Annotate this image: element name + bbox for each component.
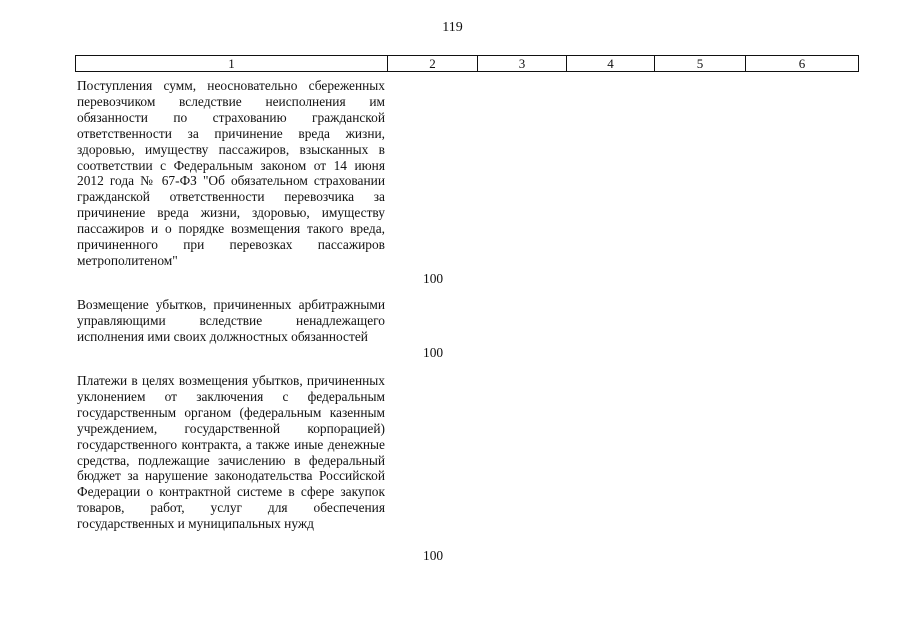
table-row	[77, 78, 444, 286]
table-row	[77, 373, 444, 563]
column-header-table	[75, 55, 859, 72]
column-header-1: 1	[76, 56, 388, 72]
row-value: 100	[423, 548, 444, 563]
column-header-4: 4	[567, 56, 655, 72]
column-header-5: 5	[655, 56, 746, 72]
column-header-3: 3	[478, 56, 567, 72]
column-header-6: 6	[746, 56, 859, 72]
row-value: 100	[423, 271, 444, 286]
row-description: Платежи в целях возмещения убытков, причиненных уклонением от заключения с федеральным государственным органом (федеральным казенным учреждением, государственной корпорацией) государственного контракта, а также иные денежные средства, подлежащие зачислению в федеральный бюджет за нарушение законодательства Российской Федерации о контрактной системе в сфере закупок товаров, работ, услуг для обеспечения государственных и муниципальных нужд	[77, 373, 385, 532]
row-description: Поступления сумм, неосновательно сбереженных перевозчиком вследствие неисполнения им обязанности по страхованию гражданской ответственности за причинение вреда жизни, здоровью, имуществу пассажиров, взысканных в соответствии с Федеральным законом от 14 июня 2012 года № 67-ФЗ "Об обязательном страховании гражданской ответственности перевозчика за причинение вреда жизни, здоровью, имуществу пассажиров и о порядке возмещения такого вреда, причиненного при перевозках пассажиров метрополитеном"	[77, 78, 385, 268]
row-description: Возмещение убытков, причиненных арбитражными управляющими вследствие ненадлежащего исполнения ими своих должностных обязанностей	[77, 297, 385, 344]
table-row	[77, 297, 444, 360]
row-value: 100	[423, 345, 444, 360]
column-header-2: 2	[388, 56, 478, 72]
page-number: 119	[442, 20, 463, 35]
column-header-row	[76, 56, 859, 72]
